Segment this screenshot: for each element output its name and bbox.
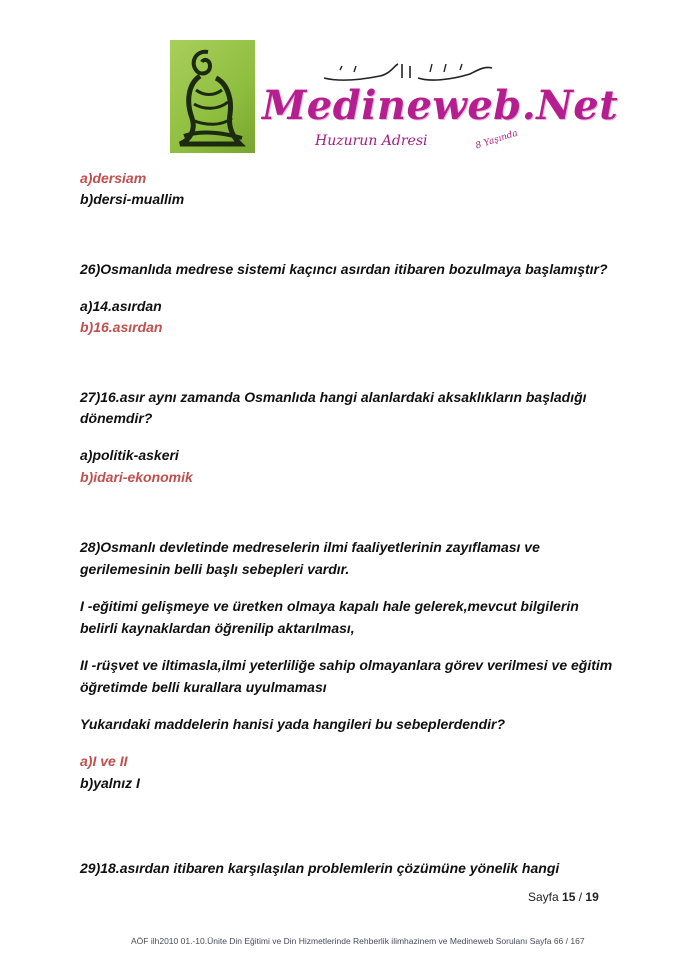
statement-text: I -eğitimi gelişmeye ve üretken olmaya kapalı hale gelerek,mevcut bilgilerin	[80, 598, 579, 614]
brand-name: Medineweb.Net	[262, 82, 619, 129]
page-separator: /	[578, 890, 583, 904]
answer-option: a)I ve II	[80, 753, 128, 769]
answer-option: b)idari-ekonomik	[80, 469, 193, 485]
answer-option: b)yalnız I	[80, 775, 140, 791]
question-text: dönemdir?	[80, 410, 153, 426]
statement-text: belirli kaynaklardan öğrenilip aktarılması,	[80, 620, 355, 636]
statement-text: öğretimde belli kurallara uyulmaması	[80, 679, 327, 695]
answer-option: a)dersiam	[80, 170, 147, 186]
statement-text: II -rüşvet ve iltimasla,ilmi yeterliliğe sahip olmayanlara görev verilmesi ve eğitim	[80, 657, 613, 673]
answer-option: a)politik-askeri	[80, 447, 179, 463]
answer-option: b)dersi-muallim	[80, 191, 185, 207]
page-total: 19	[585, 890, 599, 904]
question-text: 26)Osmanlıda medrese sistemi kaçıncı asırdan itibaren bozulmaya başlamıştır?	[80, 261, 608, 277]
question-text: gerilemesinin belli başlı sebepleri vardır.	[80, 561, 350, 577]
footer-text: AÖF ilh2010 01.-10.Ünite Din Eğitimi ve Din Hizmetlerinde Rehberlik ilimhazinem ve Medineweb Sorulanı Sayfa 66 / 167	[131, 936, 585, 946]
answer-option: b)16.asırdan	[80, 319, 163, 335]
question-text: 29)18.asırdan itibaren karşılaşılan problemlerin çözümüne yönelik hangi	[80, 860, 560, 876]
brand-age: 8 Yaşında	[474, 128, 520, 152]
calligraphy-emblem	[170, 40, 255, 153]
answer-option: a)14.asırdan	[80, 298, 162, 314]
question-text: 28)Osmanlı devletinde medreselerin ilmi faaliyetlerinin zayıflaması ve	[80, 539, 540, 555]
calligraphy-figure-icon	[170, 40, 255, 153]
question-text: Yukarıdaki maddelerin hanisi yada hangileri bu sebeplerdendir?	[80, 716, 506, 732]
page-current: 15	[562, 890, 576, 904]
page-number	[528, 890, 599, 904]
brand-tagline: Huzurun Adresi	[315, 133, 428, 149]
page-label: Sayfa	[528, 890, 559, 904]
basmala-calligraphy	[320, 60, 500, 84]
site-logo	[170, 40, 619, 155]
question-text: 27)16.asır aynı zamanda Osmanlıda hangi alanlardaki aksaklıkların başladığı	[80, 389, 587, 405]
